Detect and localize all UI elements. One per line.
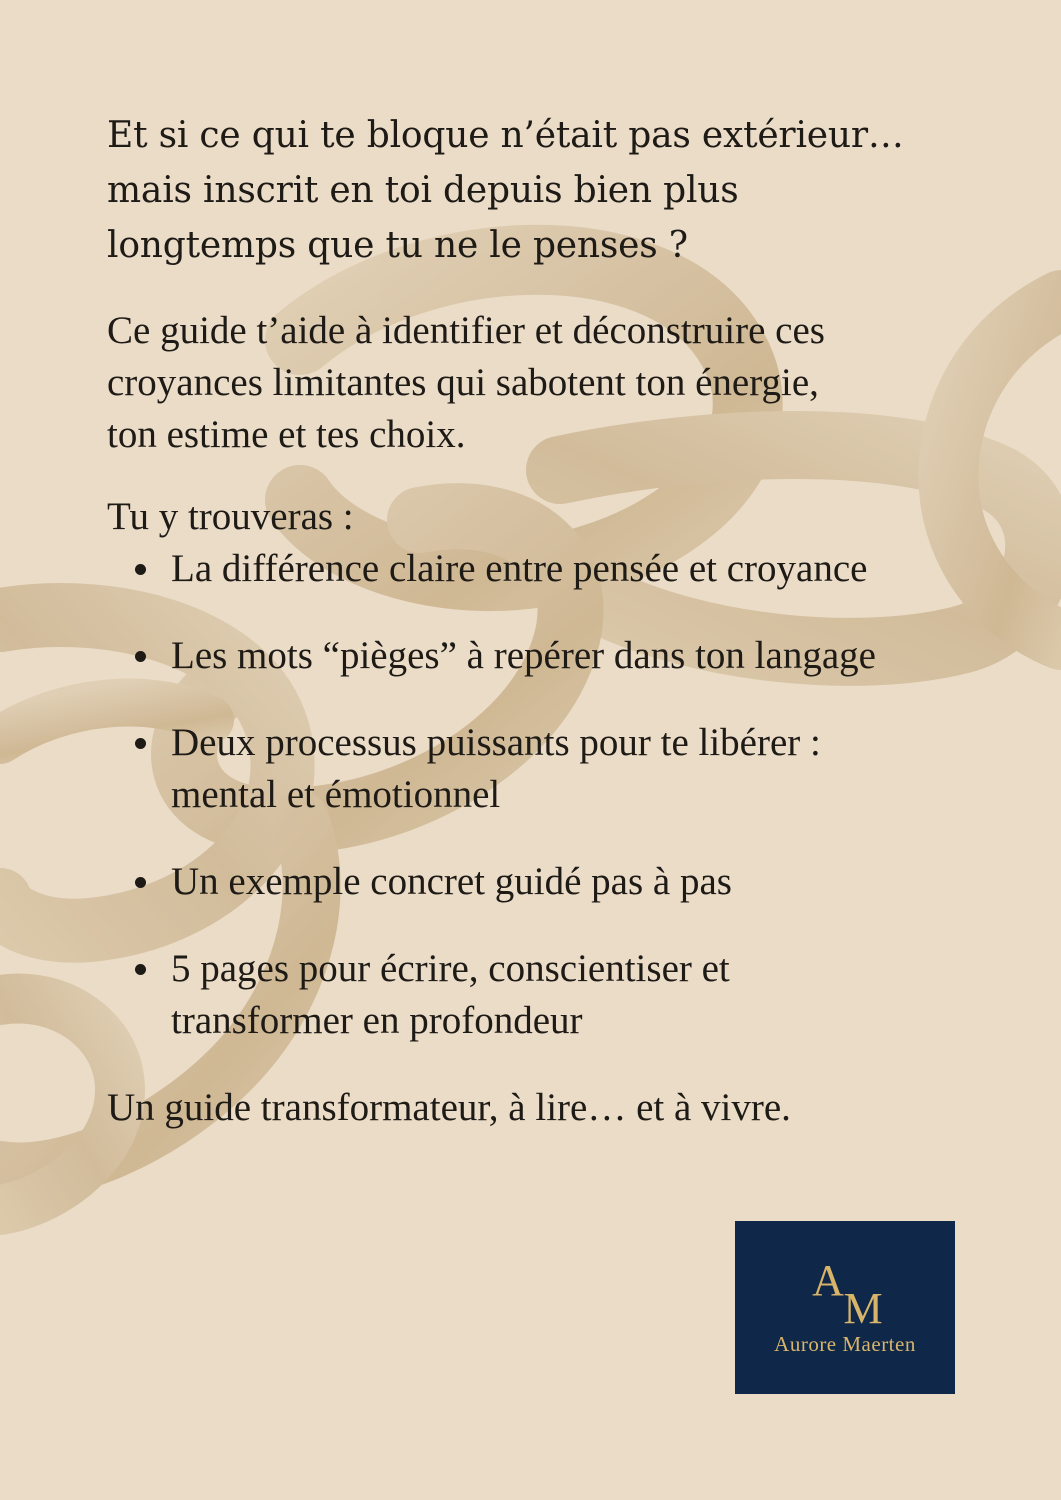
headline-line: longtemps que tu ne le penses ? <box>107 225 688 266</box>
intro-line: ton estime et tes choix. <box>107 413 466 456</box>
list-item <box>107 856 967 908</box>
bullet-dot-icon <box>135 651 146 662</box>
bullet-dot-icon <box>135 964 146 975</box>
list-item <box>107 717 967 821</box>
closing-line: Un guide transformateur, à lire… et à vivre. <box>107 1086 791 1129</box>
monogram-letter-m: M <box>843 1284 883 1333</box>
list-item-text: Les mots “pièges” à repérer dans ton langage <box>171 634 876 677</box>
monogram-icon <box>735 1221 955 1394</box>
headline-line: Et si ce qui te bloque n’était pas extérieur… <box>107 115 904 156</box>
bullet-dot-icon <box>135 877 146 888</box>
feature-list <box>107 543 967 1047</box>
headline <box>107 108 967 273</box>
list-item-text: 5 pages pour écrire, conscientiser et <box>171 947 730 990</box>
bullet-dot-icon <box>135 738 146 749</box>
list-item <box>107 630 967 682</box>
bullet-dot-icon <box>135 564 146 575</box>
author-logo <box>735 1221 955 1394</box>
intro-line: croyances limitantes qui sabotent ton énergie, <box>107 361 819 404</box>
monogram-letter-a: A <box>812 1256 844 1305</box>
list-item-text: Deux processus puissants pour te libérer : <box>171 721 821 764</box>
list-item-text: mental et émotionnel <box>171 773 501 816</box>
list-heading: Tu y trouveras : <box>107 495 354 538</box>
list-item-text: transformer en profondeur <box>171 999 583 1042</box>
list-item-text: Un exemple concret guidé pas à pas <box>171 860 732 903</box>
headline-line: mais inscrit en toi depuis bien plus <box>107 170 739 211</box>
author-name: Aurore Maerten <box>774 1332 916 1356</box>
flyer-content <box>107 108 967 1134</box>
intro-line: Ce guide t’aide à identifier et déconstruire ces <box>107 309 825 352</box>
list-item <box>107 943 967 1047</box>
list-item <box>107 543 967 595</box>
list-item-text: La différence claire entre pensée et croyance <box>171 547 868 590</box>
intro-paragraph <box>107 305 967 461</box>
